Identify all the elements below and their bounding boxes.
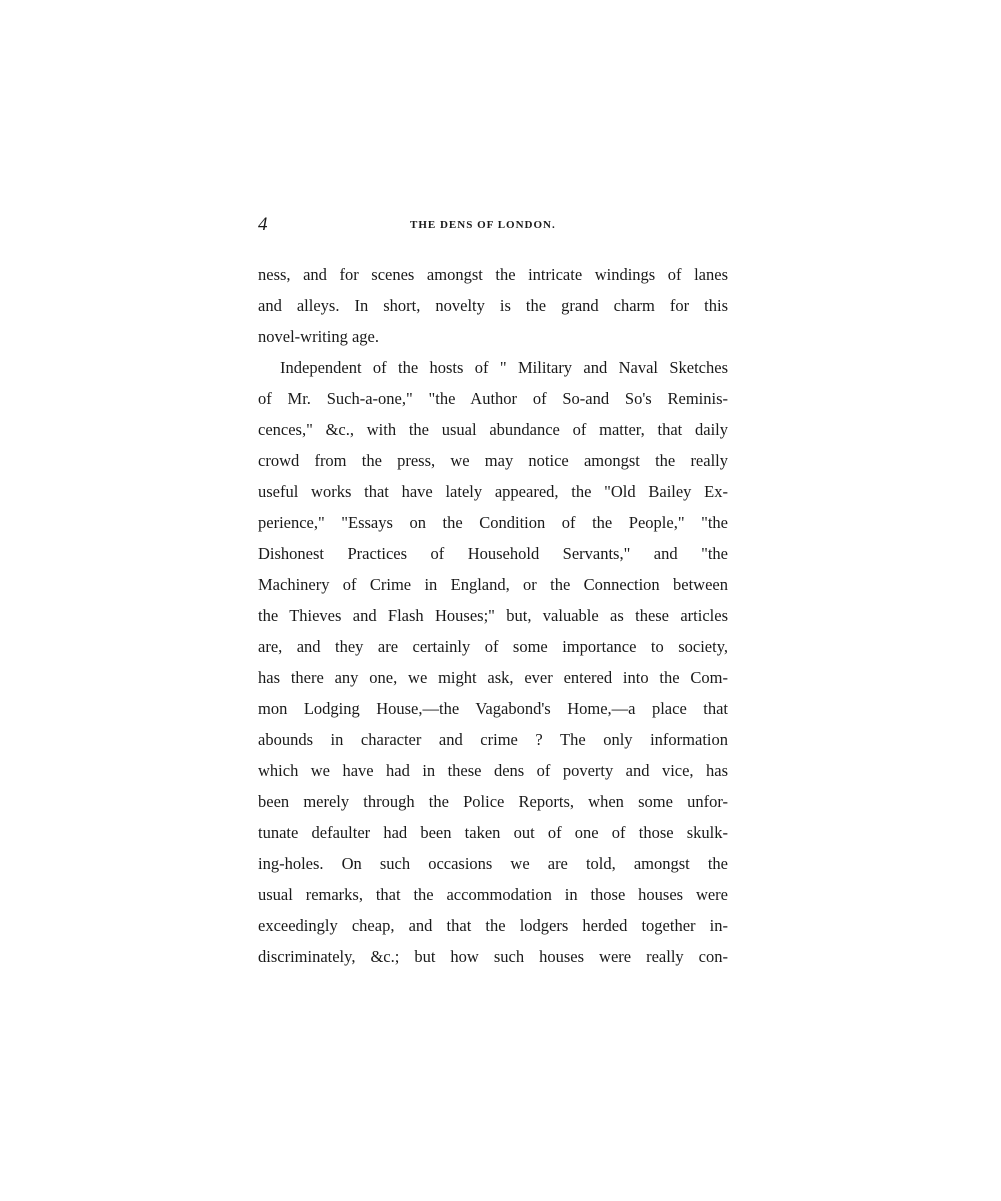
text-line: ing-holes. On such occasions we are told, amongst the: [258, 854, 728, 873]
text-line: discriminately, &c.; but how such houses were really con-: [258, 947, 728, 966]
text-line: Independent of the hosts of " Military and Naval Sketches: [280, 358, 728, 377]
text-line: and alleys. In short, novelty is the grand charm for this: [258, 296, 728, 315]
text-line: which we have had in these dens of poverty and vice, has: [258, 761, 728, 780]
text-line: useful works that have lately appeared, the "Old Bailey Ex-: [258, 482, 728, 501]
text-line: has there any one, we might ask, ever entered into the Com-: [258, 668, 728, 687]
text-line: ness, and for scenes amongst the intricate windings of lanes: [258, 265, 728, 284]
text-line: novel-writing age.: [258, 327, 379, 346]
text-line: Machinery of Crime in England, or the Connection between: [258, 575, 728, 594]
text-line: of Mr. Such-a-one," "the Author of So-and So's Reminis-: [258, 389, 728, 408]
text-line: been merely through the Police Reports, when some unfor-: [258, 792, 728, 811]
text-line: the Thieves and Flash Houses;" but, valuable as these articles: [258, 606, 728, 625]
text-line: tunate defaulter had been taken out of one of those skulk-: [258, 823, 728, 842]
text-line: abounds in character and crime ? The only information: [258, 730, 728, 749]
running-head: THE DENS OF LONDON.: [410, 219, 556, 231]
text-line: mon Lodging House,—the Vagabond's Home,—a place that: [258, 699, 728, 718]
body-text: [258, 259, 728, 972]
text-line: cences," &c., with the usual abundance of matter, that daily: [258, 420, 728, 439]
text-line: are, and they are certainly of some importance to society,: [258, 637, 728, 656]
text-line: Dishonest Practices of Household Servants," and "the: [258, 544, 728, 563]
text-line: perience," "Essays on the Condition of the People," "the: [258, 513, 728, 532]
page-number: 4: [258, 214, 268, 235]
text-line: crowd from the press, we may notice amongst the really: [258, 451, 728, 470]
text-line: exceedingly cheap, and that the lodgers herded together in-: [258, 916, 728, 935]
text-line: usual remarks, that the accommodation in those houses were: [258, 885, 728, 904]
